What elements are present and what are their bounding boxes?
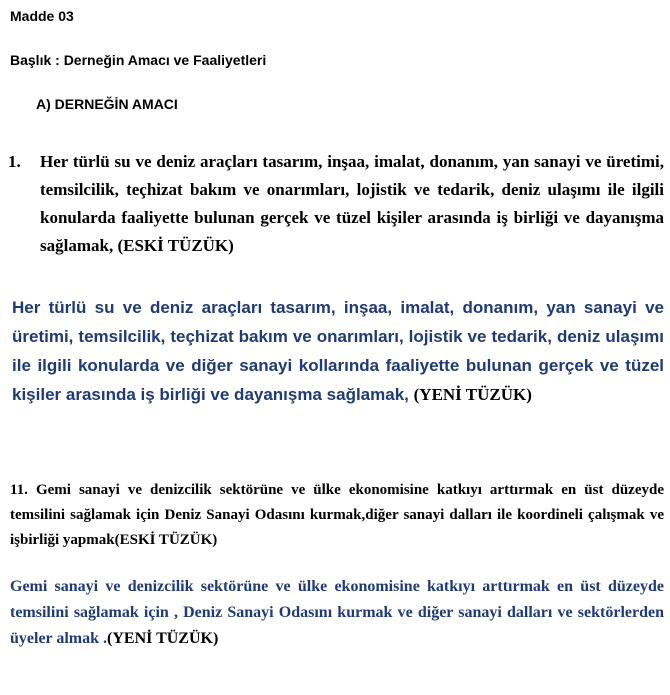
new-statute-paragraph-11 bbox=[10, 574, 664, 652]
old-statute-tag: (ESKİ TÜZÜK) bbox=[114, 532, 218, 548]
item-number: 1. bbox=[8, 152, 21, 171]
article-heading: Başlık : Derneğin Amacı ve Faaliyetleri bbox=[10, 52, 267, 68]
paragraph-text: Her türlü su ve deniz araçları tasarım, inşaa, imalat, donanım, yan sanayi ve üretimi, temsilcilik, teçhizat bakım ve onarımları, lojistik ve tedarik, deniz ulaşımı ile ilgili konularda ve diğer sanayi kollarında faaliyette bulunan gerçek ve tüzel kişiler arasında iş birliği ve dayanışma sağlamak, bbox=[12, 298, 664, 404]
paragraph-text: 11. Gemi sanayi ve denizcilik sektörüne ve ülke ekonomisine katkıyı arttırmak en üst düzeyde temsilini sağlamak için Deniz Sanayi Odasını kurmak,diğer sanayi dalları ile koordineli çalışmak ve işbirliği yapmak bbox=[10, 482, 664, 548]
old-statute-paragraph-1 bbox=[40, 148, 664, 260]
old-statute-paragraph-11 bbox=[10, 478, 664, 553]
paragraph-text: Her türlü su ve deniz araçları tasarım, inşaa, imalat, donanım, yan sanayi ve üretimi, temsilcilik, teçhizat bakım ve onarımları, lojistik ve tedarik, deniz ulaşımı ile ilgili konularda faaliyette bulunan gerçek ve tüzel kişiler arasında iş birliği ve dayanışma sağlamak, bbox=[40, 152, 664, 255]
new-statute-tag: (YENİ TÜZÜK) bbox=[413, 385, 532, 404]
new-statute-paragraph-1 bbox=[12, 293, 664, 409]
paragraph-text: Gemi sanayi ve denizcilik sektörüne ve ülke ekonomisine katkıyı arttırmak en üst düzeyde temsilini sağlamak için , Deniz Sanayi Odasını kurmak ve diğer sanayi dalları ve sektörlerden üyeler almak . bbox=[10, 578, 664, 647]
article-number: Madde 03 bbox=[10, 8, 74, 24]
new-statute-tag: (YENİ TÜZÜK) bbox=[107, 630, 219, 647]
old-statute-tag: (ESKİ TÜZÜK) bbox=[117, 236, 234, 255]
section-subheading: A) DERNEĞİN AMACI bbox=[36, 96, 178, 112]
